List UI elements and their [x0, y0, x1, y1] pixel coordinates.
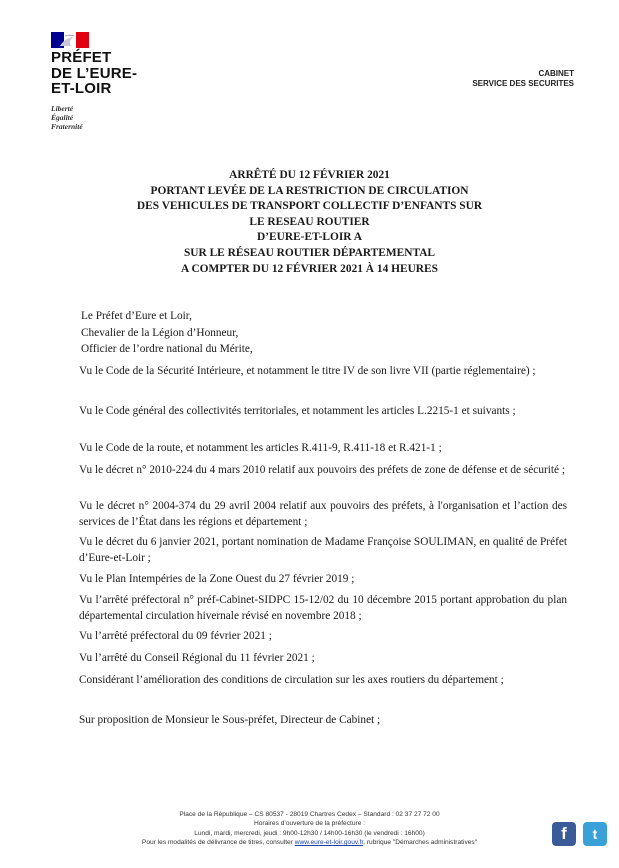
- visa-decret-2004-374: Vu le décret n° 2004-374 du 29 avril 2004 relatif aux pouvoirs des préfets, à l'organisation et l’action des services de l’État dans les régions et département ;: [79, 500, 567, 528]
- prefet-intro: [81, 308, 253, 358]
- service-securites: SERVICE DES SECURITES: [472, 79, 574, 88]
- visa-decret-2010-224: Vu le décret n° 2010-224 du 4 mars 2010 relatif aux pouvoirs des préfets de zone de défense et de sécurité ;: [79, 464, 565, 476]
- footer-hours-label: Horaires d’ouverture de la préfecture :: [253, 820, 366, 828]
- marianne-logo: [51, 32, 89, 48]
- title-line: D’EURE-ET-LOIR A: [257, 231, 362, 244]
- visa-plan-intemperies: Vu le Plan Intempéries de la Zone Ouest du 27 février 2019 ;: [79, 573, 355, 585]
- prefet-title: [51, 50, 137, 97]
- visa-code-securite-interieure: Vu le Code de la Sécurité Intérieure, et notamment le titre IV de son livre VII (partie réglementaire) ;: [79, 365, 536, 377]
- intro-line: Chevalier de la Légion d’Honneur,: [81, 326, 239, 339]
- visa-arrete-conseil-regional: Vu l’arrêté du Conseil Régional du 11 février 2021 ;: [79, 652, 315, 664]
- title-line: PORTANT LEVÉE DE LA RESTRICTION DE CIRCULATION: [150, 184, 469, 197]
- title-line: A COMPTER DU 12 FÉVRIER 2021 À 14 HEURES: [181, 262, 438, 275]
- footer-modalites: [0, 838, 619, 847]
- title-line: ARRÊTÉ DU 12 FÉVRIER 2021: [229, 169, 390, 181]
- devise-fraternite: Fraternité: [51, 122, 83, 131]
- visa-decret-nomination: Vu le décret du 6 janvier 2021, portant nomination de Madame Françoise SOULIMAN, en qualité de Préfet d’Eure-et-Loir ;: [79, 536, 567, 564]
- footer-modalites-prefix: Pour les modalités de délivrance de titres, consulter: [141, 838, 295, 846]
- devise-egalite: Égalité: [51, 113, 74, 122]
- arrete-title: [0, 168, 619, 277]
- devise-liberte: Liberté: [51, 104, 74, 113]
- prefet-line: ET-LOIR: [51, 80, 112, 97]
- visa-cgct: Vu le Code général des collectivités territoriales, et notamment les articles L.2215-1 et suivants ;: [79, 405, 516, 417]
- visa-code-route: Vu le Code de la route, et notamment les articles R.411-9, R.411-18 et R.421-1 ;: [79, 442, 442, 454]
- prefet-line: PRÉFET: [51, 49, 112, 66]
- footer-hours: Lundi, mardi, mercredi, jeudi : 9h00-12h30 / 14h00-16h30 (le vendredi : 16h00): [194, 829, 425, 837]
- devise: [51, 104, 83, 131]
- twitter-icon[interactable]: t: [583, 822, 607, 846]
- considerant: Considérant l’amélioration des conditions de circulation sur les axes routiers du département ;: [79, 674, 504, 686]
- title-line: DES VEHICULES DE TRANSPORT COLLECTIF D’ENFANTS SUR: [136, 200, 483, 213]
- intro-line: Officier de l’ordre national du Mérite,: [81, 343, 253, 355]
- intro-line: Le Préfet d’Eure et Loir,: [81, 310, 192, 322]
- title-line: LE RESEAU ROUTIER: [249, 215, 370, 228]
- service-header: [472, 69, 574, 89]
- visa-arrete-prefectoral: Vu l’arrêté préfectoral du 09 février 2021 ;: [79, 630, 272, 642]
- facebook-icon[interactable]: f: [552, 822, 576, 846]
- sur-proposition: Sur proposition de Monsieur le Sous-préfet, Directeur de Cabinet ;: [79, 714, 381, 726]
- title-line: SUR LE RÉSEAU ROUTIER DÉPARTEMENTAL: [183, 246, 436, 259]
- footer: [0, 810, 619, 847]
- service-cabinet: CABINET: [538, 69, 574, 78]
- footer-address: Place de la République – CS 80537 - 28019 Chartres Cedex – Standard : 02 37 27 72 00: [179, 811, 440, 818]
- website-link[interactable]: www.eure-et-loir.gouv.fr: [294, 838, 364, 846]
- footer-modalites-suffix: , rubrique "Démarches administratives": [363, 838, 478, 846]
- visa-arrete-2015: Vu l’arrêté préfectoral n° préf-Cabinet-SIDPC 15-12/02 du 10 décembre 2015 portant approbation du plan départemental circulation hivernale révisé en novembre 2018 ;: [79, 594, 567, 622]
- prefet-line: DE L’EURE-: [51, 64, 138, 82]
